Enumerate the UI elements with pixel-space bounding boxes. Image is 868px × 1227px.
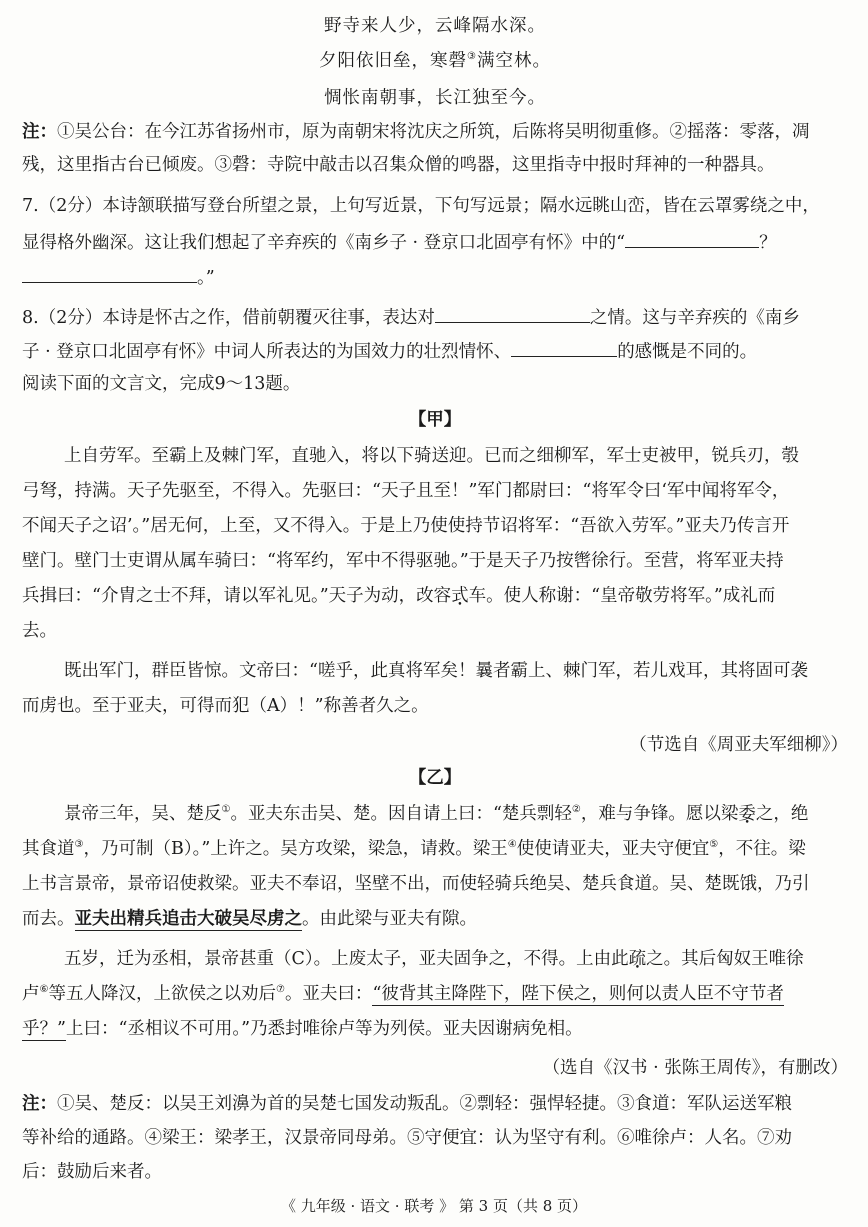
page-footer: 《 九年级 · 语文 · 联考 》 第 3 页（共 8 页）	[280, 1197, 588, 1215]
footnote-ref-5: ⑤	[709, 839, 719, 851]
poem-notes-line-2: 残，这里指古台已倾废。③磬：寺院中敲击以召集众僧的鸣器，这里指寺中报时拜神的一种器具。	[22, 155, 775, 175]
question-7-line-3	[22, 264, 848, 290]
passage-jia-source: （节选自《周亚夫军细柳》）	[629, 735, 848, 755]
yi-l6-b: 等五人降汉，上欲侯之以劝后	[48, 984, 276, 1004]
poem-line-1: 野寺来人少，云峰隔水深。	[324, 16, 546, 36]
footnote-ref-1: ①	[221, 804, 231, 816]
footnote-ref-3: ③	[467, 51, 477, 63]
question-8-text-a: 8.（2分）本诗是怀古之作，借前朝覆灭往事，表达对	[22, 308, 435, 328]
question-8-line-1	[22, 304, 848, 330]
passage-jia-line-5-b: 车。使人称谢：“皇帝敬劳将军。”成礼而	[468, 586, 776, 606]
passage-jia-line-5-a: 兵揖曰：“介胄之士不拜，请以军礼见。”天子为动，改容	[22, 586, 452, 606]
passage-yi-heading: 【乙】	[408, 768, 462, 788]
notes-label-2: 注：	[22, 1094, 57, 1114]
passage-jia-line-4: 壁门。壁门士吏谓从属车骑曰：“将军约，军中不得驱驰。”于是天子乃按辔徐行。至营，将军亚夫持	[22, 551, 784, 571]
yi-l6-a: 卢	[22, 984, 40, 1004]
yi-l1-b: 。亚夫东击吴、楚。因自请上曰：“楚兵剽轻	[230, 804, 572, 824]
passage-notes-line-2: 等补给的通路。④梁王：梁孝王，汉景帝同母弟。⑤守便宜：认为坚守有利。⑥唯徐卢：人名。⑦劝	[22, 1128, 792, 1148]
question-7-question-mark: ？	[759, 233, 777, 253]
passage-jia-line-1: 上自劳军。至霸上及棘门军，直驰入，将以下骑送迎。已而之细柳军，军士吏被甲，锐兵刃，彀	[64, 446, 799, 466]
poem-notes-line-1	[22, 120, 848, 144]
passage-yi-line-1	[64, 802, 848, 826]
underlined-sentence-2: “彼背其主降陛下，陛下侯之，则何以责人臣不守节者	[372, 984, 784, 1004]
yi-l1-a: 景帝三年，吴、楚反	[64, 804, 222, 824]
answer-blank-8a[interactable]	[435, 304, 590, 323]
yi-l5-b: 之。其后匈奴王唯徐	[646, 949, 804, 969]
answer-blank-7a[interactable]	[625, 229, 759, 248]
reading-instruction: 阅读下面的文言文，完成9～13题。	[22, 374, 301, 394]
answer-blank-8b[interactable]	[511, 338, 617, 357]
passage-yi-line-6	[22, 982, 848, 1006]
passage-jia-line-8: 而虏也。至于亚夫，可得而犯（A）！”称善者久之。	[22, 696, 429, 716]
passage-notes-line-1	[22, 1092, 848, 1116]
passage-yi-line-7	[22, 1017, 848, 1041]
footnote-ref-2: ②	[571, 804, 581, 816]
passage-yi-source: （选自《汉书 · 张陈王周传》，有删改）	[542, 1058, 848, 1078]
question-7-line-2	[22, 229, 848, 255]
question-8-text-c: 子 · 登京口北固亭有怀》中词人所表达的为国效力的壮烈情怀、	[22, 342, 512, 362]
poem-notes-text-1: ①吴公台：在今江苏省扬州市，原为南朝宋将沈庆之所筑，后陈将吴明彻重修。②摇落：零落，凋	[57, 122, 810, 142]
underlined-sentence-1: 亚夫出精兵追击大破吴尽虏之	[74, 909, 302, 929]
emphasis-char-wei: 委	[738, 804, 756, 824]
emphasis-char-shi: 式	[451, 586, 469, 606]
passage-notes-line-3: 后：鼓励后来者。	[22, 1162, 162, 1182]
poem-line-2	[22, 49, 848, 73]
footnote-ref-4: ④	[507, 839, 517, 851]
yi-l6-c: 。亚夫曰：	[284, 984, 373, 1004]
passage-yi-line-3: 上书言景帝，景帝诏使救梁。亚夫不奉诏，坚壁不出，而使轻骑兵绝吴、楚兵食道。吴、楚既饿，乃引	[22, 874, 810, 894]
yi-l5-a: 五岁，迁为丞相，景帝甚重（C）。上废太子，亚夫固争之，不得。上由此	[64, 949, 629, 969]
yi-l7-b: 上曰：“丞相议不可用。”乃悉封唯徐卢等为列侯。亚夫因谢病免相。	[65, 1019, 583, 1039]
passage-jia-line-3: 不闻天子之诏’。”居无何，上至，又不得入。于是上乃使使持节诏将军：“吾欲入劳军。”亚夫乃传言开	[22, 516, 790, 536]
yi-l2-a: 其食道	[22, 839, 75, 859]
footnote-ref-7: ⑦	[275, 984, 285, 996]
passage-yi-line-5	[64, 947, 848, 971]
passage-jia-line-2: 弓弩，持满。天子先驱至，不得入。先驱曰：“天子且至！”军门都尉曰：“将军令曰‘军中闻将军令，	[22, 481, 790, 501]
footnote-ref-3b: ③	[74, 839, 84, 851]
passage-notes-text-1: ①吴、楚反：以吴王刘濞为首的吴楚七国发动叛乱。②剽轻：强悍轻捷。③食道：军队运送军粮	[57, 1094, 792, 1114]
poem-line-3: 惆怅南朝事，长江独至今。	[324, 88, 546, 108]
yi-l4-b: 。由此梁与亚夫有隙。	[302, 909, 477, 929]
underlined-sentence-2-end: 乎？”	[22, 1019, 66, 1039]
passage-jia-line-5	[22, 584, 848, 608]
question-8-text-b: 之情。这与辛弃疾的《南乡	[589, 308, 800, 328]
notes-label: 注：	[22, 122, 57, 142]
passage-yi-line-2	[22, 837, 848, 861]
yi-l2-d: ，不往。梁	[718, 839, 806, 859]
question-7-line-1: 7.（2分）本诗颔联描写登台所望之景，上句写近景，下句写远景；隔水远眺山峦，皆在云罩雾绕之中，	[22, 196, 820, 216]
passage-jia-line-7: 既出军门，群臣皆惊。文帝曰：“嗟乎，此真将军矣！曩者霸上、棘门军，若儿戏耳，其将固可袭	[64, 661, 808, 681]
question-8-line-2	[22, 338, 848, 364]
footnote-ref-6: ⑥	[39, 984, 49, 996]
yi-l1-c: ，难与争锋。愿以梁	[580, 804, 739, 824]
answer-blank-7b[interactable]	[22, 264, 197, 283]
question-7-text: 显得格外幽深。这让我们想起了辛弃疾的《南乡子 · 登京口北固亭有怀》中的“	[22, 233, 626, 253]
yi-l4-a: 而去。	[22, 909, 75, 929]
question-7-end: 。”	[197, 268, 215, 288]
passage-jia-line-6: 去。	[22, 621, 57, 641]
emphasis-char-shu: 疏	[628, 949, 647, 969]
poem-line-2-part-a: 夕阳依旧垒，寒磬	[319, 51, 468, 71]
question-8-text-d: 的感慨是不同的。	[617, 342, 758, 362]
yi-l1-d: 之，绝	[755, 804, 809, 824]
yi-l2-b: ，乃可制（B）。”上许之。吴方攻梁，梁急，请救。梁王	[83, 839, 508, 859]
yi-l2-c: 使使请亚夫，亚夫守便宜	[516, 839, 710, 859]
passage-yi-line-4	[22, 907, 848, 931]
poem-line-2-part-b: 满空林。	[476, 51, 551, 71]
passage-jia-heading: 【甲】	[408, 410, 462, 430]
